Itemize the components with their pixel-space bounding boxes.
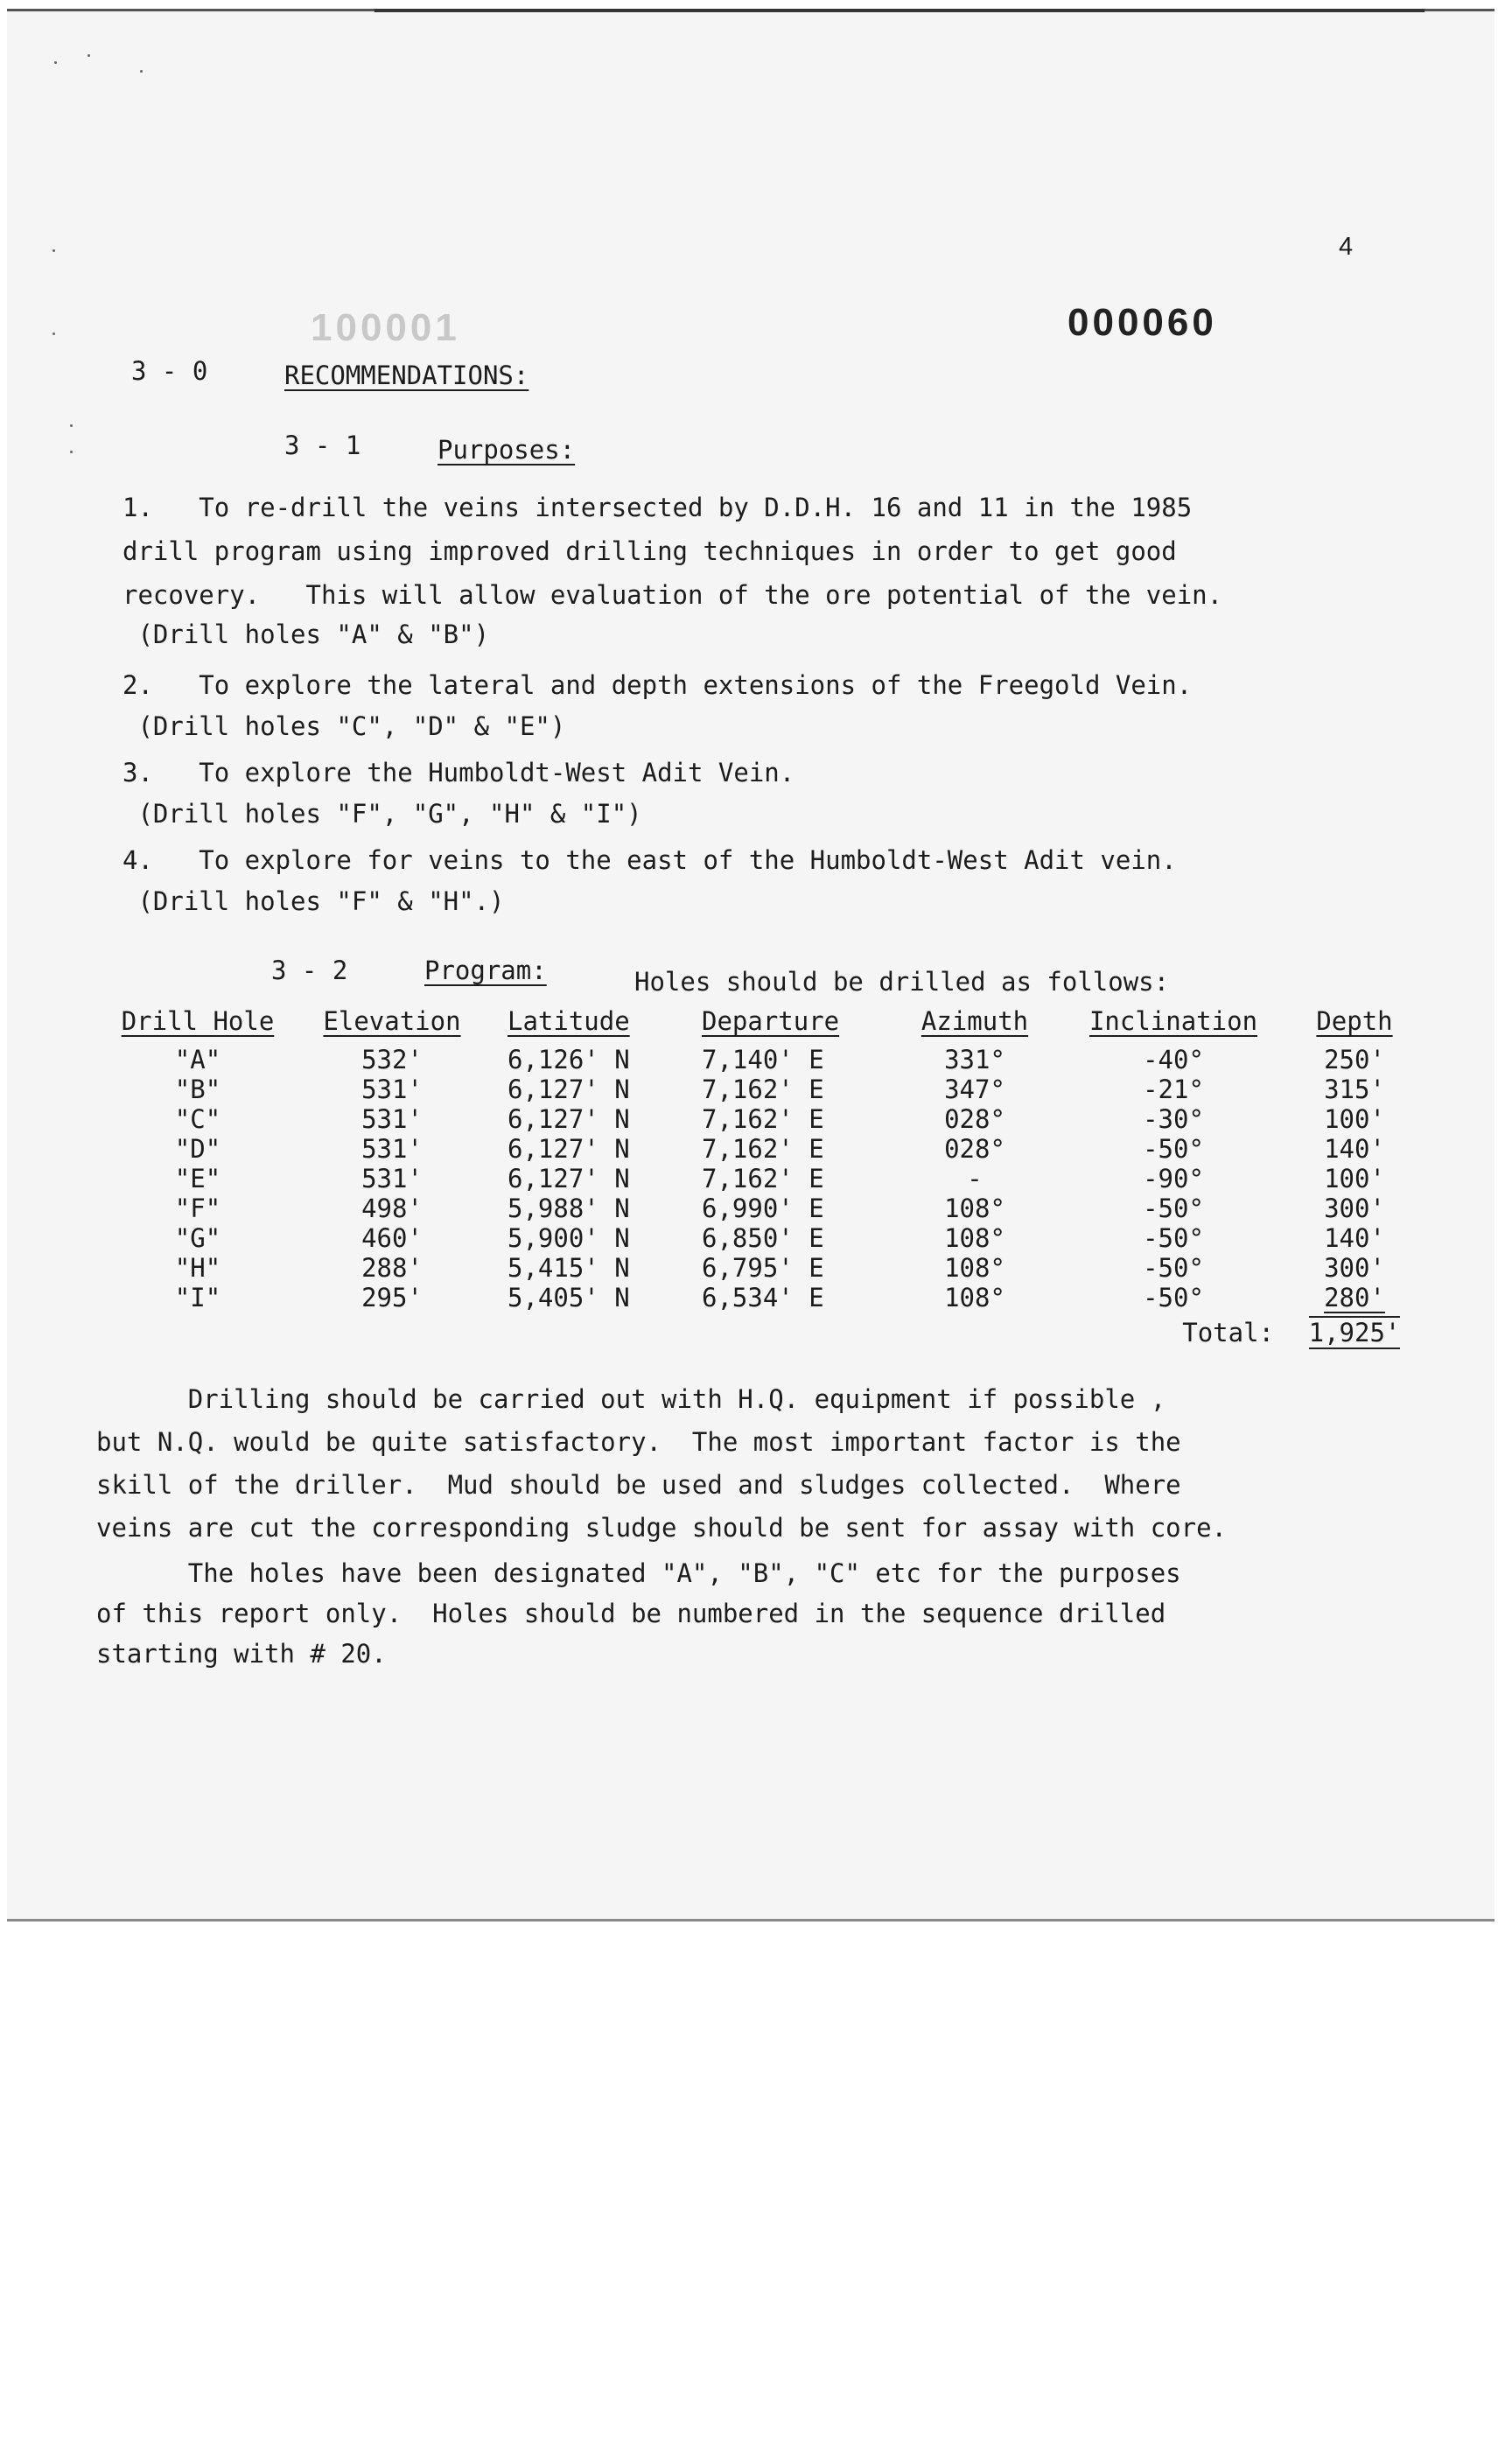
- cell-depth: 300': [1324, 1253, 1385, 1283]
- cell-drill-hole: "I": [174, 1283, 221, 1312]
- cell-inclination: -50°: [1143, 1283, 1204, 1312]
- cell-azimuth: -: [967, 1164, 983, 1194]
- table-row: [105, 1134, 1421, 1164]
- column-header: Drill Hole: [121, 1006, 275, 1036]
- column-header: Elevation: [323, 1006, 461, 1036]
- cell-inclination: -21°: [1143, 1074, 1204, 1104]
- table-row: [105, 1104, 1421, 1134]
- paragraph-line: skill of the driller. Mud should be used and sludges collected. Where: [96, 1470, 1181, 1500]
- purpose-item: [122, 486, 1222, 652]
- cell-departure: 7,140' E: [702, 1045, 824, 1074]
- table-header-row: [105, 1006, 1421, 1045]
- subsection-number: 3 - 1: [284, 430, 361, 460]
- cell-inclination: -50°: [1143, 1223, 1204, 1253]
- cell-elevation: 531': [361, 1104, 423, 1134]
- table-row: [105, 1223, 1421, 1253]
- cell-drill-hole: "G": [174, 1223, 221, 1253]
- purpose-line: drill program using improved drilling techniques in order to get good: [122, 536, 1177, 566]
- cell-elevation: 295': [361, 1283, 423, 1312]
- cell-depth: 315': [1324, 1074, 1385, 1104]
- cell-azimuth: 028°: [944, 1104, 1005, 1134]
- program-intro: Holes should be drilled as follows:: [634, 967, 1170, 997]
- cell-elevation: 531': [361, 1074, 423, 1104]
- section-title: RECOMMENDATIONS:: [284, 360, 529, 390]
- cell-elevation: 532': [361, 1045, 423, 1074]
- column-header: Latitude: [508, 1006, 630, 1036]
- stamp-number: 000060: [1068, 301, 1217, 344]
- purpose-line: 3. To explore the Humboldt-West Adit Vein.: [122, 758, 795, 788]
- cell-inclination: -30°: [1143, 1104, 1204, 1134]
- subsection-number: 3 - 2: [271, 956, 348, 985]
- cell-latitude: 6,127' N: [508, 1134, 630, 1164]
- section-number: 3 - 0: [131, 356, 208, 386]
- purpose-line: 4. To explore for veins to the east of the Humboldt-West Adit vein.: [122, 845, 1177, 875]
- cell-elevation: 460': [361, 1223, 423, 1253]
- paragraph-line: The holes have been designated "A", "B", "C" etc for the purposes: [96, 1558, 1181, 1588]
- cell-depth: 140': [1324, 1223, 1385, 1253]
- cell-depth: 140': [1324, 1134, 1385, 1164]
- paragraph-line: but N.Q. would be quite satisfactory. The most important factor is the: [96, 1427, 1181, 1457]
- margin-mark: [52, 332, 55, 335]
- cell-inclination: -50°: [1143, 1253, 1204, 1283]
- paragraph-line: Drilling should be carried out with H.Q. equipment if possible ,: [96, 1384, 1166, 1414]
- cell-azimuth: 108°: [944, 1283, 1005, 1312]
- purpose-line: recovery. This will allow evaluation of the ore potential of the vein.: [122, 580, 1223, 610]
- faint-stamp-number: 100001: [311, 306, 460, 349]
- margin-mark: [70, 451, 73, 453]
- page-number: 4: [1339, 233, 1354, 261]
- total-depth: 1,925': [1308, 1318, 1401, 1348]
- paragraph-drilling: [96, 1378, 1227, 1550]
- total-label: Total:: [1182, 1318, 1274, 1348]
- table-total-row: [105, 1312, 1421, 1348]
- purpose-item: [122, 838, 1177, 920]
- table-row: [105, 1164, 1421, 1194]
- cell-elevation: 531': [361, 1134, 423, 1164]
- table-row: [105, 1045, 1421, 1074]
- cell-azimuth: 331°: [944, 1045, 1005, 1074]
- paragraph-designation: [96, 1553, 1181, 1674]
- cell-drill-hole: "E": [174, 1164, 221, 1194]
- cell-depth: 100': [1324, 1104, 1385, 1134]
- drill-program-table: [105, 1006, 1421, 1348]
- cell-departure: 6,990' E: [702, 1194, 824, 1223]
- cell-depth: 250': [1324, 1045, 1385, 1074]
- paragraph-line: veins are cut the corresponding sludge should be sent for assay with core.: [96, 1513, 1228, 1543]
- cell-departure: 7,162' E: [702, 1164, 824, 1194]
- purpose-line: (Drill holes "F" & "H".): [122, 886, 505, 916]
- purpose-line: (Drill holes "C", "D" & "E"): [122, 711, 566, 741]
- margin-mark: [140, 70, 143, 73]
- cell-azimuth: 108°: [944, 1223, 1005, 1253]
- cell-azimuth: 347°: [944, 1074, 1005, 1104]
- table-row: [105, 1074, 1421, 1104]
- cell-latitude: 5,415' N: [508, 1253, 630, 1283]
- column-header: Depth: [1316, 1006, 1393, 1036]
- cell-elevation: 498': [361, 1194, 423, 1223]
- cell-depth: 280': [1324, 1283, 1385, 1312]
- cell-azimuth: 108°: [944, 1253, 1005, 1283]
- cell-latitude: 6,127' N: [508, 1164, 630, 1194]
- cell-latitude: 6,127' N: [508, 1104, 630, 1134]
- table-row: [105, 1194, 1421, 1223]
- column-header: Azimuth: [920, 1006, 1029, 1036]
- margin-mark: [54, 61, 57, 64]
- cell-drill-hole: "F": [174, 1194, 221, 1223]
- cell-elevation: 288': [361, 1253, 423, 1283]
- cell-azimuth: 108°: [944, 1194, 1005, 1223]
- cell-drill-hole: "C": [174, 1104, 221, 1134]
- cell-latitude: 5,405' N: [508, 1283, 630, 1312]
- purpose-line: (Drill holes "F", "G", "H" & "I"): [122, 799, 642, 829]
- purpose-line: (Drill holes "A" & "B"): [122, 620, 490, 649]
- cell-latitude: 6,127' N: [508, 1074, 630, 1104]
- paragraph-line: of this report only. Holes should be numbered in the sequence drilled: [96, 1599, 1166, 1628]
- paragraph-line: starting with # 20.: [96, 1639, 387, 1669]
- purpose-line: 1. To re-drill the veins intersected by D.D.H. 16 and 11 in the 1985: [122, 493, 1193, 522]
- cell-inclination: -40°: [1143, 1045, 1204, 1074]
- purpose-line: 2. To explore the lateral and depth extensions of the Freegold Vein.: [122, 670, 1193, 700]
- table-row: [105, 1253, 1421, 1283]
- purpose-item: [122, 663, 1192, 746]
- margin-mark: [52, 249, 55, 252]
- cell-depth: 300': [1324, 1194, 1385, 1223]
- cell-departure: 6,850' E: [702, 1223, 824, 1253]
- cell-departure: 7,162' E: [702, 1104, 824, 1134]
- table-row: [105, 1283, 1421, 1312]
- cell-departure: 7,162' E: [702, 1134, 824, 1164]
- cell-inclination: -50°: [1143, 1134, 1204, 1164]
- cell-drill-hole: "A": [174, 1045, 221, 1074]
- purpose-item: [122, 751, 794, 833]
- cell-inclination: -50°: [1143, 1194, 1204, 1223]
- column-header: Departure: [702, 1006, 840, 1036]
- margin-mark: [70, 424, 73, 427]
- cell-inclination: -90°: [1143, 1164, 1204, 1194]
- cell-azimuth: 028°: [944, 1134, 1005, 1164]
- subsection-title: Program:: [424, 956, 547, 985]
- binder-edge: [374, 9, 1424, 12]
- margin-mark: [88, 54, 90, 57]
- subsection-title: Purposes:: [438, 435, 576, 465]
- cell-departure: 7,162' E: [702, 1074, 824, 1104]
- cell-drill-hole: "H": [174, 1253, 221, 1283]
- cell-drill-hole: "D": [174, 1134, 221, 1164]
- cell-drill-hole: "B": [174, 1074, 221, 1104]
- cell-departure: 6,795' E: [702, 1253, 824, 1283]
- column-header: Inclination: [1088, 1006, 1258, 1036]
- cell-elevation: 531': [361, 1164, 423, 1194]
- cell-latitude: 5,988' N: [508, 1194, 630, 1223]
- cell-latitude: 6,126' N: [508, 1045, 630, 1074]
- cell-departure: 6,534' E: [702, 1283, 824, 1312]
- cell-depth: 100': [1324, 1164, 1385, 1194]
- cell-latitude: 5,900' N: [508, 1223, 630, 1253]
